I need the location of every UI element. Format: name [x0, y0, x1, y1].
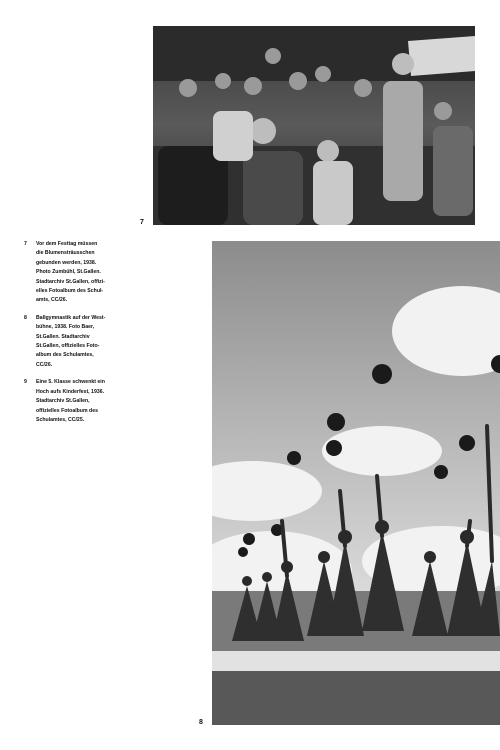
caption-line: Photo Zumbühl, St.Gallen. [36, 269, 101, 276]
caption-text [36, 378, 152, 425]
caption-line: elles Fotoalbum des Schul- [36, 288, 104, 295]
caption-line: Eine 5. Klasse schwenkt ein [36, 379, 105, 386]
caption-line: offizielles Fotoalbum des [36, 407, 98, 414]
photo-ball-gymnastics [212, 241, 500, 725]
figure-number-8: 8 [199, 719, 203, 726]
caption-line: St.Gallen. Stadtarchiv [36, 333, 90, 340]
caption-number: 8 [24, 314, 27, 321]
caption-line: St.Gallen, offizielles Foto- [36, 343, 100, 350]
caption-line: Stadtarchiv St.Gallen, [36, 398, 90, 405]
caption-line: Ballgymnastik auf der West- [36, 314, 106, 321]
caption-text [36, 314, 152, 370]
caption-line: die Blumensträusschen [36, 250, 95, 257]
caption-line: bühne, 1938. Foto Baer, [36, 324, 95, 331]
caption-line: Schulamtes, CC/25. [36, 416, 85, 423]
caption-7 [24, 240, 152, 306]
caption-number: 9 [24, 379, 27, 386]
caption-9 [24, 378, 152, 425]
caption-8 [24, 314, 152, 370]
caption-line: Vor dem Festtag müssen [36, 241, 98, 247]
caption-list [24, 240, 152, 433]
caption-line: gebunden werden, 1938. [36, 259, 97, 266]
caption-text [36, 240, 152, 306]
caption-line: CC/26. [36, 361, 53, 368]
caption-line: Hoch aufs Kinderfest, 1936. [36, 388, 105, 395]
caption-number: 7 [24, 241, 27, 247]
caption-line: amts, CC/26. [36, 297, 68, 304]
caption-line: album des Schulamtes, [36, 352, 94, 359]
photo-flower-binding [153, 26, 475, 225]
figure-number-7: 7 [140, 219, 144, 226]
caption-line: Stadtarchiv St.Gallen, offizi- [36, 278, 105, 285]
